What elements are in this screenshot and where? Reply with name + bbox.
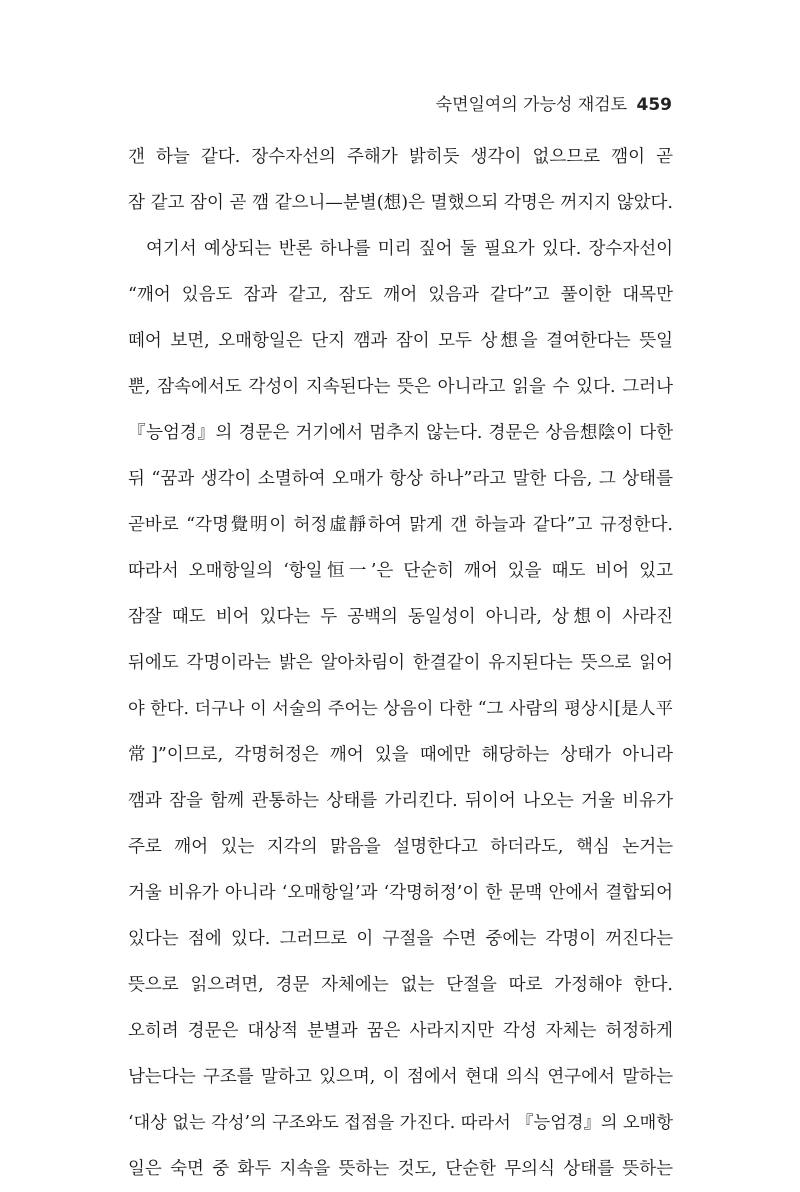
text-line: 거울 비유가 아니라 ‘오매항일’과 ‘각명허정’이 한 문맥 안에서 결합되어: [128, 883, 673, 903]
text-line: 常]”이므로, 각명허정은 깨어 있을 때에만 해당하는 상태가 아니라: [128, 745, 673, 765]
text-line: 깸과 잠을 함께 관통하는 상태를 가리킨다. 뒤이어 나오는 거울 비유가: [128, 791, 673, 811]
text-line: 주로 깨어 있는 지각의 맑음을 설명한다고 하더라도, 핵심 논거는: [128, 837, 673, 857]
running-title: 숙면일여의 가능성 재검토: [435, 95, 628, 115]
page-number: 459: [636, 95, 672, 115]
text-line: 뜻으로 읽으려면, 경문 자체에는 없는 단절을 따로 가정해야 한다.: [128, 975, 673, 995]
body-text: [128, 134, 673, 1192]
text-line: 오히려 경문은 대상적 분별과 꿈은 사라지지만 각성 자체는 허정하게: [128, 1021, 673, 1041]
text-line: 잠 같고 잠이 곧 깸 같으니—분별(想)은 멸했으되 각명은 꺼지지 않았다.: [128, 193, 673, 213]
text-line: 야 한다. 더구나 이 서술의 주어는 상음이 다한 “그 사람의 평상시[是人平: [128, 699, 673, 719]
text-line: 있다는 점에 있다. 그러므로 이 구절을 수면 중에는 각명이 꺼진다는: [128, 929, 673, 949]
text-line: “깨어 있음도 잠과 같고, 잠도 깨어 있음과 같다”고 풀이한 대목만: [128, 285, 673, 305]
text-line: ‘대상 없는 각성’의 구조와도 접점을 가진다. 따라서 『능엄경』의 오매항: [128, 1113, 673, 1133]
text-line: 떼어 보면, 오매항일은 단지 깸과 잠이 모두 상想을 결여한다는 뜻일: [128, 331, 673, 351]
text-line: 『능엄경』의 경문은 거기에서 멈추지 않는다. 경문은 상음想陰이 다한: [128, 423, 673, 443]
text-line: 일은 숙면 중 화두 지속을 뜻하는 것도, 단순한 무의식 상태를 뜻하는: [128, 1159, 673, 1179]
running-head: [436, 90, 672, 115]
text-line: 따라서 오매항일의 ‘항일恒一’은 단순히 깨어 있을 때도 비어 있고: [128, 561, 673, 581]
text-line: 남는다는 구조를 말하고 있으며, 이 점에서 현대 의식 연구에서 말하는: [128, 1067, 673, 1087]
text-line: 잠잘 때도 비어 있다는 두 공백의 동일성이 아니라, 상想이 사라진: [128, 607, 673, 627]
text-line: 뒤 “꿈과 생각이 소멸하여 오매가 항상 하나”라고 말한 다음, 그 상태를: [128, 469, 673, 489]
text-line: 뿐, 잠속에서도 각성이 지속된다는 뜻은 아니라고 읽을 수 있다. 그러나: [128, 377, 673, 397]
text-line: 뒤에도 각명이라는 밝은 알아차림이 한결같이 유지된다는 뜻으로 읽어: [128, 653, 673, 673]
text-line: 갠 하늘 같다. 장수자선의 주해가 밝히듯 생각이 없으므로 깸이 곧: [128, 147, 673, 167]
paragraph-start-line: 여기서 예상되는 반론 하나를 미리 짚어 둘 필요가 있다. 장수자선이: [146, 239, 673, 259]
text-line: 곧바로 “각명覺明이 허정虛靜하여 맑게 갠 하늘과 같다”고 규정한다.: [128, 515, 673, 535]
